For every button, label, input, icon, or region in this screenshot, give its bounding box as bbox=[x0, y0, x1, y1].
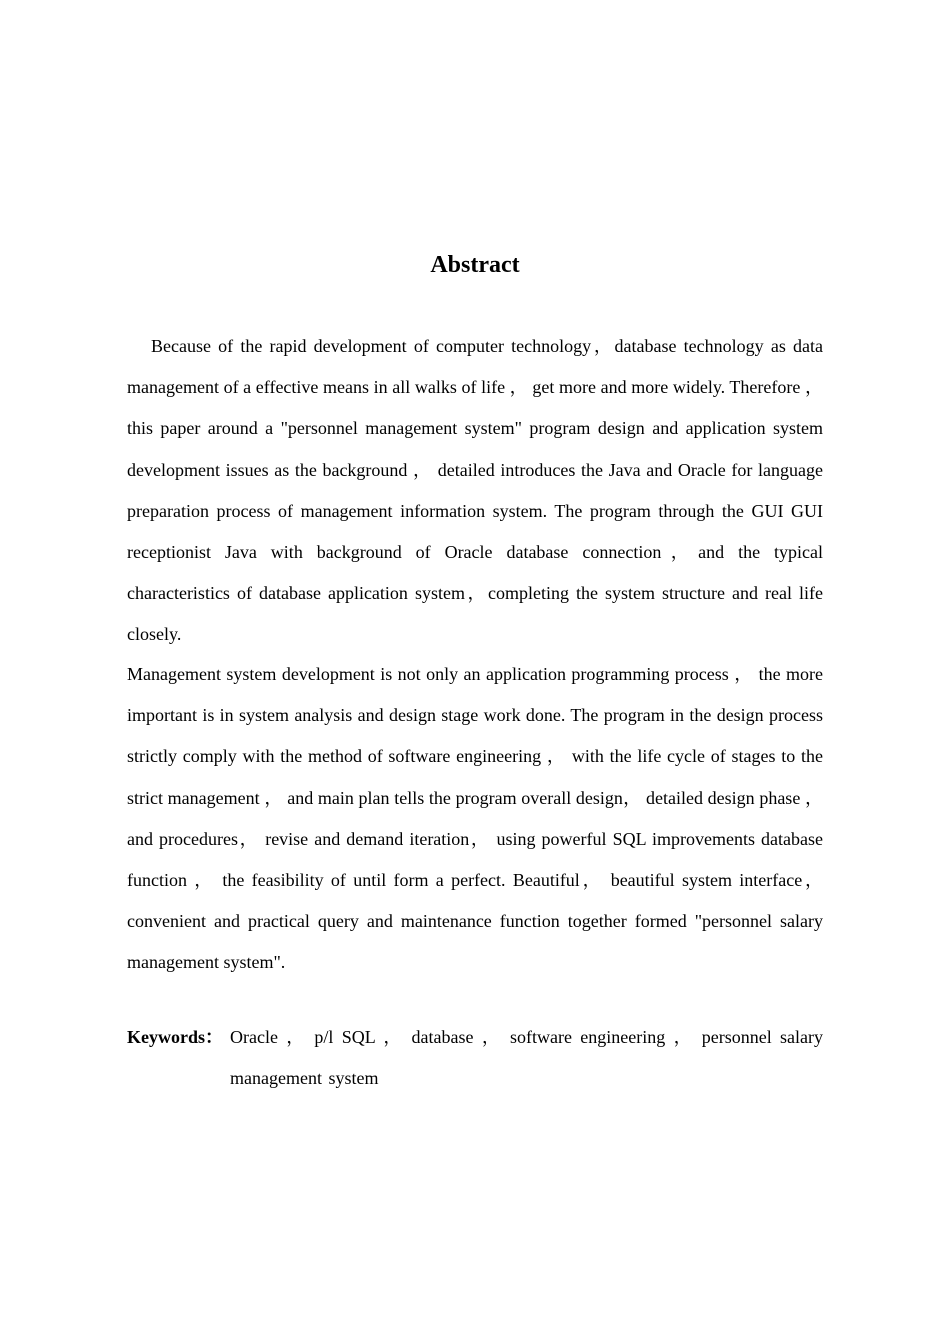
abstract-paragraph-1: Because of the rapid development of computer technology，database technology as data management of a effective means in all walks of life ， get more and more widely. Therefore ， this paper around a "personnel management system" program design and application system development issues as the background ， detailed introduces the Java and Oracle for language preparation process of management information system. The program through the GUI GUI receptionist Java with background of Oracle database connection，and the typical characteristics of database application system，completing the system structure and real life closely. bbox=[127, 336, 823, 645]
abstract-paragraph-2: Management system development is not only an application programming process ， the more important is in system analysis and design stage work done. The program in the design process strictly comply with the method of software engineering ， with the life cycle of stages to the strict management ， and main plan tells the program overall design， detailed design phase ， and procedures， revise and demand iteration， using powerful SQL improvements database function ， the feasibility of until form a perfect. Beautiful， beautiful system interface， convenient and practical query and maintenance function together formed "personnel salary management system". bbox=[127, 664, 823, 973]
keywords-label: Keywords： bbox=[127, 1027, 223, 1047]
keywords-list: Oracle ， p/l SQL ， database ， software engineering ， personnel salary management system bbox=[230, 1027, 823, 1088]
abstract-title: Abstract bbox=[430, 252, 520, 278]
keywords-section bbox=[127, 1017, 823, 1099]
